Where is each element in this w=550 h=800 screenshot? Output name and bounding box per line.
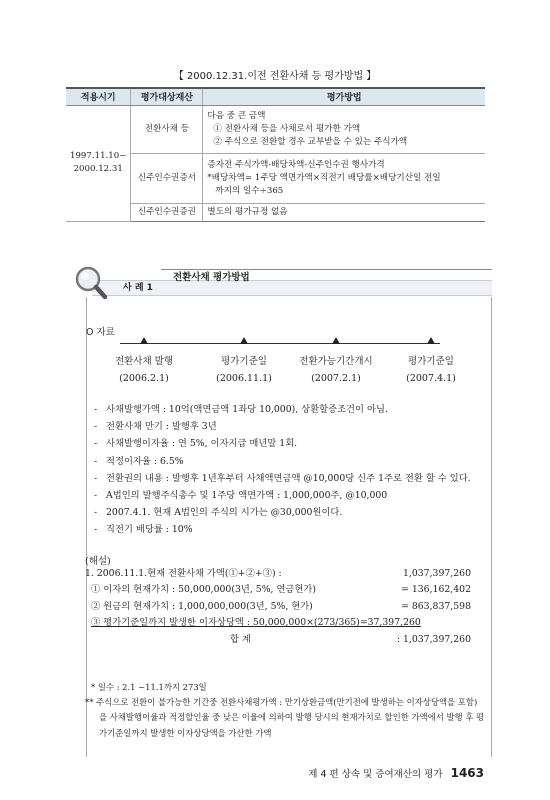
period-start: 1997.11.10~ bbox=[70, 151, 127, 161]
calc-row bbox=[85, 599, 485, 615]
list-item: - 사채발행이자율 : 연 5%, 이자지급 매년말 1회. bbox=[94, 435, 484, 452]
total-label: 합 계 bbox=[230, 633, 251, 645]
list-item: - 전환사채 만기 : 발행후 3년 bbox=[94, 418, 484, 435]
explanation-heading: (해설) bbox=[85, 556, 111, 567]
calc-label: ① 이자의 현재가치 : 50,000,000(3년, 5%, 연금현가) bbox=[91, 584, 316, 596]
header-asset: 평가대상재산 bbox=[131, 88, 203, 105]
valuation-method-table bbox=[66, 87, 485, 222]
total-value: : 1,037,397,260 bbox=[396, 633, 471, 645]
timeline-line bbox=[120, 343, 440, 344]
event-name: 전환가능기간개시 bbox=[299, 356, 373, 367]
event-date: (2006.2.1) bbox=[119, 373, 169, 384]
calculation bbox=[85, 566, 485, 648]
event-name: 전환사채 발행 bbox=[114, 356, 174, 367]
event-name: 평가기준일 bbox=[221, 356, 267, 367]
list-item: - 사채발행가액 : 10억(액면금액 1좌당 10,000), 상환할증조건이 아님. bbox=[94, 401, 484, 418]
section-title: 【 2000.12.31.이전 전환사채 등 평가방법 】 bbox=[173, 71, 377, 82]
event-date: (2006.11.1) bbox=[216, 373, 272, 384]
timeline-event bbox=[281, 353, 391, 387]
calc-value: = 863,837,598 bbox=[401, 600, 471, 612]
header-period: 적용시기 bbox=[66, 88, 131, 105]
timeline-marker bbox=[427, 337, 435, 344]
calc-value: 1,037,397,260 bbox=[402, 568, 471, 579]
case-title: 전환사채 평가방법 bbox=[173, 272, 250, 283]
method-line: 까지의 일수÷365 bbox=[215, 185, 284, 196]
calc-row bbox=[85, 566, 485, 582]
header-method: 평가방법 bbox=[203, 88, 485, 105]
event-date: (2007.4.1) bbox=[406, 373, 456, 384]
method-line: 증자전 주식가액-배당차액-신주인수권 행사가격 bbox=[207, 159, 385, 170]
data-heading: O 자료 bbox=[86, 327, 115, 338]
asset-cell: 전환사채 등 bbox=[131, 105, 203, 153]
method-cell: 별도의 평가규정 없음 bbox=[203, 203, 485, 221]
method-line: *배당차액= 1주당 액면가액×직전기 배당률×배당기산일 전일 bbox=[207, 172, 441, 183]
method-line: ② 주식으로 전환할 경우 교부받을 수 있는 주식가액 bbox=[213, 136, 408, 147]
list-item: - 적정이자율 : 6.5% bbox=[94, 453, 484, 470]
table-row bbox=[66, 105, 485, 153]
calc-label: ② 원금의 현재가치 : 1,000,000,000(3년, 5%, 현가) bbox=[91, 600, 313, 612]
calc-total-row bbox=[85, 632, 485, 648]
list-item: - 전환권의 내용 : 발행후 1년후부터 사채액면금액 @10,000당 신주 1주로 전환 할 수 있다. bbox=[94, 470, 484, 487]
footer-chapter: 제 4 편 상속 및 증여재산의 평가 bbox=[308, 769, 443, 780]
period-end: 2000.12.31 bbox=[73, 164, 123, 174]
calc-row bbox=[85, 615, 485, 631]
case-label: 사 례 1 bbox=[123, 283, 153, 293]
timeline-marker bbox=[332, 337, 340, 344]
timeline-marker bbox=[140, 337, 148, 344]
timeline-marker bbox=[240, 337, 248, 344]
list-item: - 직전기 배당률 : 10% bbox=[94, 521, 484, 538]
calc-value: = 136,162,402 bbox=[401, 584, 471, 596]
list-item: - A법인의 발행주식총수 및 1주당 액면가액 : 1,000,000주, @10,000 bbox=[94, 487, 484, 504]
page-number: 1463 bbox=[450, 766, 484, 780]
method-line: 다음 중 큰 금액 bbox=[207, 110, 266, 121]
calc-row bbox=[85, 582, 485, 598]
event-name: 평가기준일 bbox=[408, 356, 454, 367]
data-list bbox=[94, 401, 484, 539]
timeline-event bbox=[376, 353, 486, 387]
calc-label: 1. 2006.11.1.현재 전환사채 가액(①+②+③) : bbox=[85, 568, 282, 579]
notes bbox=[85, 680, 485, 741]
timeline bbox=[100, 335, 470, 395]
calc-label: ③ 평가기준일까지 발생한 이자상당액 : 50,000,000×(273/365)=37,397,260 bbox=[91, 617, 421, 629]
timeline-event bbox=[89, 353, 199, 387]
note: ** 주식으로 전환이 불가능한 기간중 전환사채평가액 : 만기상환금액(만기전에 발생하는 이자상당액을 포함)을 사채발행이율과 적정할인율 중 낮은 이율에 의하여 발행 당시의 현재가치로 할인한 가액에서 발행 후 평가기준일까지 발생한 이자상당액을 가산한 가액 bbox=[85, 697, 485, 738]
page-footer bbox=[0, 766, 484, 780]
method-cell bbox=[203, 153, 485, 203]
method-cell bbox=[203, 105, 485, 153]
asset-cell: 신주인수권증권 bbox=[131, 203, 203, 221]
note: * 일수 : 2.1 ~11.1까지 273일 bbox=[91, 682, 207, 692]
asset-cell: 신주인수권증서 bbox=[131, 153, 203, 203]
magnifier-icon bbox=[70, 263, 112, 305]
list-item: - 2007.4.1. 현재 A법인의 주식의 시가는 @30,000원이다. bbox=[94, 504, 484, 521]
case-right-border bbox=[491, 297, 492, 757]
method-line: ① 전환사채 등을 사채로서 평가한 가액 bbox=[213, 123, 361, 134]
period-cell bbox=[66, 105, 131, 221]
event-date: (2007.2.1) bbox=[311, 373, 361, 384]
